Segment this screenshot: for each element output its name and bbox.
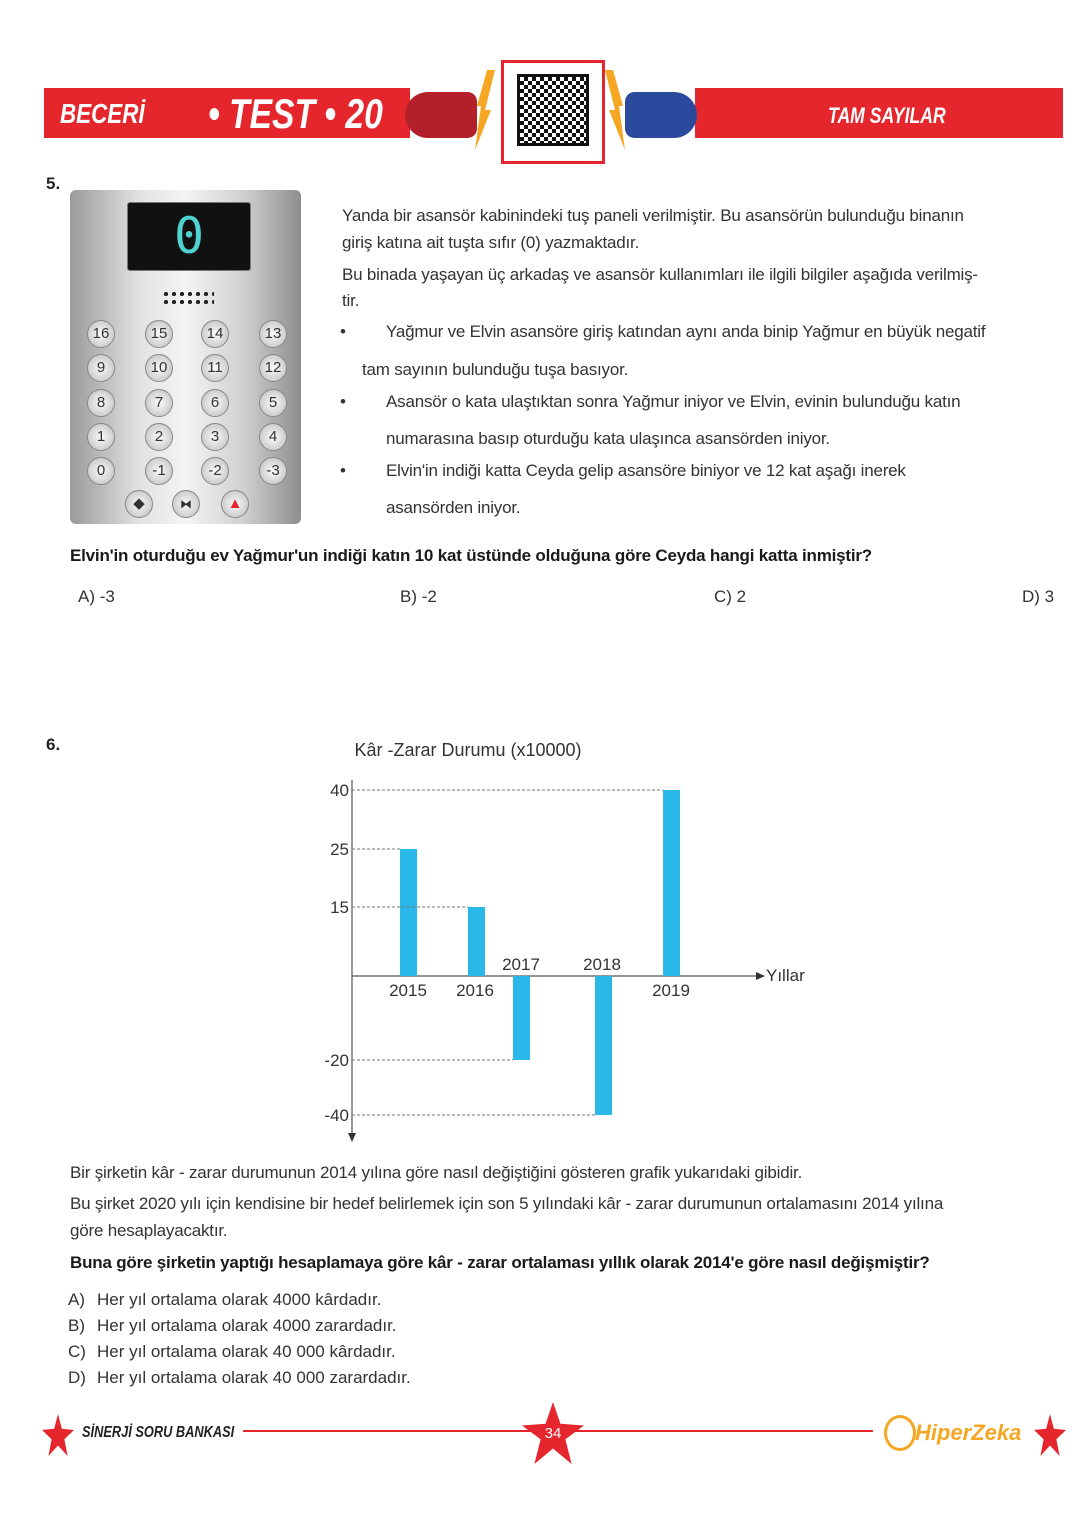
y-tick-label: -20 (324, 1051, 349, 1070)
option-text[interactable]: Her yıl ortalama olarak 4000 kârdadır. (97, 1290, 382, 1309)
q5-text-line: Bu binada yaşayan üç arkadaş ve asansör kullanımları ile ilgili bilgiler aşağıda verilmiş- (342, 265, 978, 284)
q5-text-line: numarasına basıp oturduğu kata ulaşınca asansörden iniyor. (386, 429, 830, 448)
brand-logo-icon (884, 1415, 916, 1451)
bar-2016 (468, 907, 485, 976)
y-tick-label: 40 (330, 781, 349, 800)
elevator-key: 11 (201, 354, 229, 382)
option-d[interactable]: D) 3 (1022, 587, 1055, 606)
elevator-key: -3 (259, 457, 287, 485)
elevator-key: 12 (259, 354, 287, 382)
q6-text: Bir şirketin kâr - zarar durumunun 2014 yılına göre nasıl değiştiğini gösteren grafik yukarıdaki gibidir. (70, 1163, 803, 1182)
option-a[interactable]: A) -3 (78, 587, 115, 606)
q5-text-line: tam sayının bulunduğu tuşa basıyor. (362, 360, 629, 379)
footer-series: SİNERJİ SORU BANKASI (82, 1424, 235, 1441)
elevator-key: 13 (259, 320, 287, 348)
page-number: 34 (544, 1425, 562, 1442)
brand-logo: HiperZeka (915, 1420, 1022, 1445)
elevator-key: 0 (87, 457, 115, 485)
door-open-icon: ⧓ (172, 490, 200, 518)
q6-text: göre hesaplayacaktır. (70, 1221, 228, 1240)
x-axis-label: Yıllar (766, 966, 805, 985)
option-text[interactable]: Her yıl ortalama olarak 4000 zarardadır. (97, 1316, 397, 1335)
bar-2017 (513, 976, 530, 1060)
elevator-key: -1 (145, 457, 173, 485)
header-category: BECERİ (60, 98, 145, 129)
elevator-key: 6 (201, 389, 229, 417)
x-axis-arrow (756, 972, 765, 980)
bullet: • (340, 322, 346, 341)
bullet: • (340, 461, 346, 480)
option-letter[interactable]: C) (68, 1342, 86, 1361)
x-tick-label: 2017 (502, 955, 540, 974)
x-tick-label: 2016 (456, 981, 494, 1000)
option-b[interactable]: B) -2 (400, 587, 437, 606)
elevator-key: 14 (201, 320, 229, 348)
elevator-key: -2 (201, 457, 229, 485)
q5-text-line: Yağmur ve Elvin asansöre giriş katından aynı anda binip Yağmur en büyük negatif (386, 322, 986, 341)
y-axis-arrow (348, 1133, 356, 1142)
option-letter[interactable]: B) (68, 1316, 85, 1335)
option-text[interactable]: Her yıl ortalama olarak 40 000 zarardadır. (97, 1368, 411, 1387)
option-letter[interactable]: D) (68, 1368, 86, 1387)
bar-2019 (663, 790, 680, 976)
chart-title: Kâr -Zarar Durumu (x10000) (354, 740, 582, 760)
y-tick-label: 25 (330, 840, 349, 859)
x-tick-label: 2018 (583, 955, 621, 974)
q5-text-line: Asansör o kata ulaştıktan sonra Yağmur iniyor ve Elvin, evinin bulunduğu katın (386, 392, 961, 411)
elevator-key: 8 (87, 389, 115, 417)
header-test-number: • TEST • 20 (208, 90, 383, 137)
question-number: 5. (46, 174, 61, 193)
elevator-key: 1 (87, 423, 115, 451)
option-text[interactable]: Her yıl ortalama olarak 40 000 kârdadır. (97, 1342, 396, 1361)
q5-text-line: Yanda bir asansör kabinindeki tuş paneli verilmiştir. Bu asansörün bulunduğu binanın (342, 206, 964, 225)
x-tick-label: 2015 (389, 981, 427, 1000)
elevator-key: 5 (259, 389, 287, 417)
q5-text-line: Elvin'in indiği katta Ceyda gelip asansöre biniyor ve 12 kat aşağı inerek (386, 461, 906, 480)
bullet: • (340, 392, 346, 411)
x-tick-label: 2019 (652, 981, 690, 1000)
door-close-icon: ◆ (125, 490, 153, 518)
elevator-key: 10 (145, 354, 173, 382)
elevator-key: 3 (201, 423, 229, 451)
q5-text-line: giriş katına ait tuşta sıfır (0) yazmaktadır. (342, 233, 640, 252)
elevator-key: 7 (145, 389, 173, 417)
bar-2015 (400, 849, 417, 976)
q5-text-line: tir. (342, 291, 360, 310)
header-topic: TAM SAYILAR (828, 103, 946, 128)
elevator-key: 4 (259, 423, 287, 451)
option-c[interactable]: C) 2 (714, 587, 747, 606)
alarm-bell-icon: ▲ (221, 490, 249, 518)
elevator-key: 2 (145, 423, 173, 451)
question-number: 6. (46, 735, 61, 754)
option-letter[interactable]: A) (68, 1290, 85, 1309)
y-tick-label: 15 (330, 898, 349, 917)
elevator-key: 16 (87, 320, 115, 348)
q6-text: Bu şirket 2020 yılı için kendisine bir hedef belirlemek için son 5 yılındaki kâr - zarar durumunun ortalamasını 2014 yılına (70, 1194, 944, 1213)
q5-text-line: asansörden iniyor. (386, 498, 521, 517)
elevator-display: 0 (127, 202, 251, 271)
elevator-key: 15 (145, 320, 173, 348)
y-tick-label: -40 (324, 1106, 349, 1125)
bar-2018 (595, 976, 612, 1115)
q6-question: Buna göre şirketin yaptığı hesaplamaya göre kâr - zarar ortalaması yıllık olarak 2014'e göre nasıl değişmiştir? (70, 1253, 930, 1272)
q5-question: Elvin'in oturduğu ev Yağmur'un indiği katın 10 kat üstünde olduğuna göre Ceyda hangi katta inmiştir? (70, 546, 872, 565)
elevator-key: 9 (87, 354, 115, 382)
